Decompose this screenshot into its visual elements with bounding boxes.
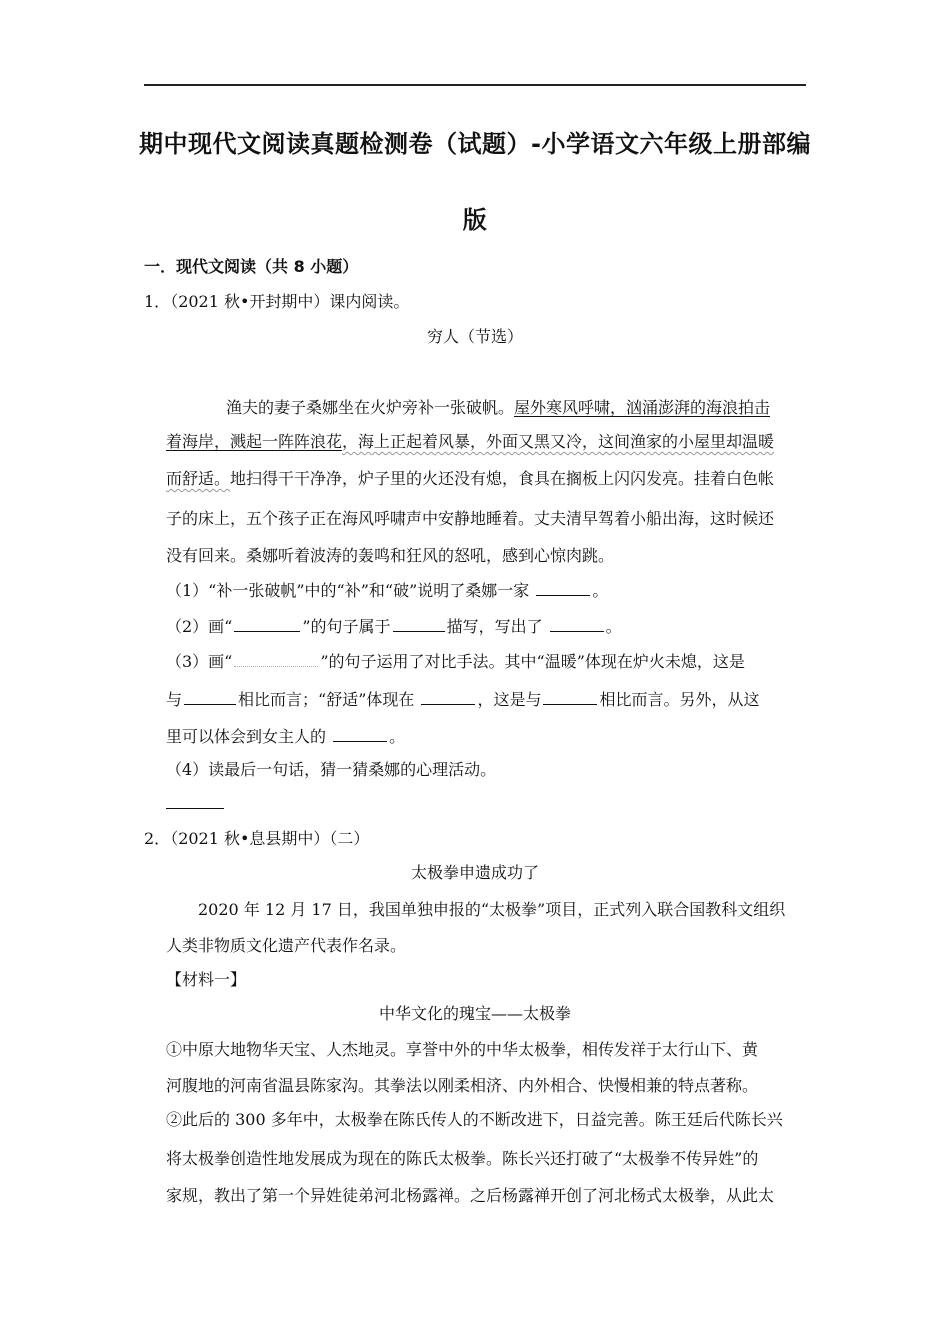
q1-paragraph-line-5: 没有回来。桑娜听着波涛的轰鸣和狂风的怒吼，感到心惊肉跳。 — [166, 546, 615, 565]
q1-source-text: （2021 秋•开封期中）课内阅读。 — [170, 292, 410, 311]
answer-blank[interactable] — [333, 725, 387, 742]
wavy-answer-blank[interactable] — [234, 650, 318, 667]
q1-paragraph-line-1: 渔夫的妻子桑娜坐在火炉旁补一张破帆。屋外寒风呼啸，汹涌澎湃的海浪拍击 — [226, 398, 771, 417]
answer-blank[interactable] — [543, 688, 597, 705]
material-paragraph-2-line-1: ②此后的 300 多年中，太极拳在陈氏传人的不断改进下，日益完善。陈王廷后代陈长兴 — [166, 1110, 783, 1129]
page-title-continued: 版 — [462, 206, 488, 234]
material-paragraph-2-line-2: 将太极拳创造性地发展成为现在的陈氏太极拳。陈长兴还打破了“太极拳不传异姓”的 — [166, 1149, 759, 1168]
wavy-underlined-sentence-cont: 而舒适。 — [166, 469, 231, 488]
answer-blank[interactable] — [536, 579, 590, 596]
q2-source — [144, 829, 369, 849]
answer-blank[interactable] — [393, 615, 445, 632]
q2-intro-line-1: 2020 年 12 月 17 日，我国单独申报的“太极拳”项目，正式列入联合国教科文组织 — [198, 900, 786, 919]
underlined-sentence-cont: 着海岸，溅起一阵阵浪花 — [166, 432, 343, 451]
material-label: 【材料一】 — [166, 970, 247, 989]
q2-intro-line-2: 人类非物质文化遗产代表作名录。 — [166, 936, 407, 955]
answer-blank[interactable] — [550, 615, 604, 632]
q1-subquestion-3-line-2: 与 相比而言；“舒适”体现在 ，这是与 相比而言。另外，从这 — [166, 690, 760, 709]
material-paragraph-1-line-2: 河腹地的河南省温县陈家沟。其拳法以刚柔相济、内外相合、快慢相兼的特点著称。 — [166, 1076, 759, 1095]
wavy-underlined-sentence: ，海上正起着风暴，外面又黑又冷，这间渔家的小屋里却温暖 — [342, 432, 775, 451]
q1-subquestion-2: （2）画“ ”的句子属于 描写，写出了 。 — [166, 617, 622, 636]
q1-subquestion-3-line-1: （3）画“ ”的句子运用了对比手法。其中“温暖”体现在炉火未熄，这是 — [166, 652, 745, 671]
q2-passage-title: 太极拳申遗成功了 — [410, 863, 539, 882]
answer-blank[interactable] — [421, 688, 475, 705]
page-title: 期中现代文阅读真题检测卷（试题）-小学语文六年级上册部编 — [139, 130, 811, 158]
material-paragraph-1-line-1: ①中原大地物华天宝、人杰地灵。享誉中外的中华太极拳，相传发祥于太行山下、黄 — [166, 1040, 759, 1059]
section-heading: 一．现代文阅读（共 8 小题） — [144, 257, 359, 276]
q1-subquestion-3-line-3: 里可以体会到女主人的 。 — [166, 727, 406, 746]
material-title: 中华文化的瑰宝——太极拳 — [378, 1004, 571, 1023]
answer-blank[interactable] — [234, 615, 300, 632]
q1-passage-title: 穷人（节选） — [426, 327, 523, 346]
q1-paragraph-line-2 — [166, 432, 774, 452]
q1-number: 1． — [144, 292, 171, 311]
q2-source-text: （2021 秋•息县期中）（二） — [170, 829, 370, 848]
q1-source — [144, 292, 409, 312]
material-paragraph-2-line-3: 家规，教出了第一个异姓徒弟河北杨露禅。之后杨露禅开创了河北杨式太极拳，从此太 — [166, 1186, 775, 1205]
q1-paragraph-line-4: 子的床上，五个孩子正在海风呼啸声中安静地睡着。丈夫清早驾着小船出海，这时候还 — [166, 509, 775, 528]
underlined-sentence: 屋外寒风呼啸，汹涌澎湃的海浪拍击 — [514, 398, 771, 417]
answer-blank[interactable] — [166, 808, 224, 809]
q1-subquestion-1: （1）“补一张破帆”中的“补”和“破”说明了桑娜一家 。 — [166, 581, 609, 600]
header-rule — [144, 84, 806, 86]
q1-subquestion-4: （4）读最后一句话，猜一猜桑娜的心理活动。 — [166, 760, 497, 779]
answer-blank[interactable] — [184, 688, 236, 705]
q2-number: 2． — [144, 829, 171, 848]
q1-paragraph-line-3: 而舒适。地扫得干干净净，炉子里的火还没有熄，食具在搁板上闪闪发亮。挂着白色帐 — [166, 469, 775, 488]
